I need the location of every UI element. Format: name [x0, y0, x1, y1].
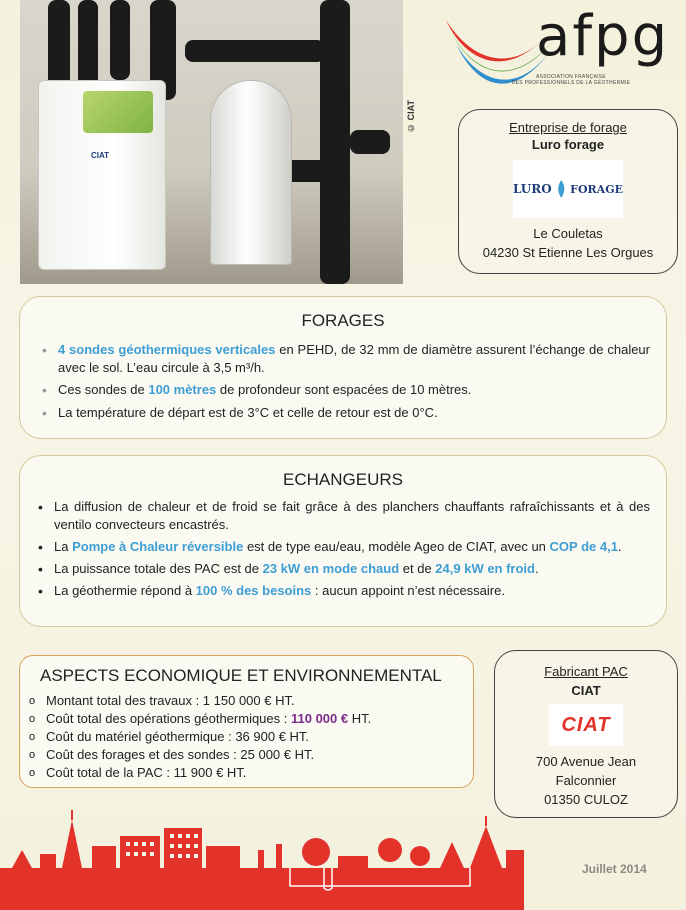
manufacturer-card — [494, 650, 678, 818]
driller-heading: Entreprise de forage — [509, 120, 627, 135]
heat-pump-unit — [38, 80, 166, 270]
forages-item-1: • 4 sondes géothermiques verticales en PEHD, de 32 mm de diamètre assurent l’échange de chaleur avec le sol. L’eau circule à 3,5 m³/h. — [42, 342, 650, 375]
forages-title: FORAGES — [301, 311, 385, 330]
manufacturer-address-line1: 700 Avenue Jean — [535, 754, 637, 769]
forages-item-2: • Ces sondes de 100 mètres de profondeur sont espacées de 10 mètres. — [42, 382, 472, 398]
economic-title: ASPECTS ECONOMIQUE ET ENVIRONNEMENTAL — [40, 666, 442, 685]
control-panel — [83, 91, 153, 133]
echangeurs-item-4: • La géothermie répond à 100 % des besoins : aucun appoint n’est nécessaire. — [38, 583, 505, 599]
manufacturer-address-line3: 01350 CULOZ — [544, 792, 628, 807]
afpg-logo — [444, 4, 679, 100]
echangeurs-item-2: • La Pompe à Chaleur réversible est de type eau/eau, modèle Ageo de CIAT, avec un COP de 4,1. — [38, 539, 622, 555]
storage-tank — [210, 80, 292, 265]
publication-date: Juillet 2014 — [582, 862, 647, 876]
eco-item-2: o Coût total des opérations géothermiques : 110 000 € HT. — [29, 711, 372, 726]
ciat-logo: CIAT — [549, 704, 623, 746]
forages-section — [19, 296, 667, 439]
echangeurs-item-1: • La diffusion de chaleur et de froid se fait grâce à des planchers chauffants rafraîchissants et à des ventilo convecteurs encastrés. — [38, 499, 650, 532]
afpg-wordmark: afpg — [536, 4, 670, 69]
eco-item-3: o Coût du matériel géothermique : 36 900 € HT. — [29, 729, 310, 744]
city-skyline-illustration — [0, 806, 524, 910]
manufacturer-address-line2: Falconnier — [555, 773, 617, 788]
luro-forage-logo: LURO FORAGE — [513, 160, 623, 218]
eco-item-4: o Coût des forages et des sondes : 25 000 € HT. — [29, 747, 315, 762]
driller-name: Luro forage — [531, 137, 605, 152]
echangeurs-section — [19, 455, 667, 627]
economic-section — [19, 655, 474, 788]
installation-photo — [20, 0, 403, 284]
afpg-tagline: ASSOCIATION FRANÇAISE DES PROFESSIONNELS DE LA GÉOTHERMIE — [511, 74, 631, 86]
driller-card — [458, 109, 678, 274]
water-drop-icon — [556, 175, 566, 203]
forages-item-3: • La température de départ est de 3°C et celle de retour est de 0°C. — [42, 405, 438, 421]
manufacturer-heading: Fabricant PAC — [544, 664, 628, 679]
unit-brand-label: CIAT — [91, 151, 110, 160]
manufacturer-name: CIAT — [571, 683, 601, 698]
photo-credit: © CIAT — [406, 100, 416, 133]
eco-item-5: o Coût total de la PAC : 11 900 € HT. — [29, 765, 247, 780]
echangeurs-item-3: • La puissance totale des PAC est de 23 kW en mode chaud et de 24,9 kW en froid. — [38, 561, 539, 577]
eco-item-1: o Montant total des travaux : 1 150 000 € HT. — [29, 693, 295, 708]
driller-address-line2: 04230 St Etienne Les Orgues — [482, 245, 654, 260]
echangeurs-title: ECHANGEURS — [283, 470, 403, 489]
driller-address-line1: Le Couletas — [533, 226, 603, 241]
